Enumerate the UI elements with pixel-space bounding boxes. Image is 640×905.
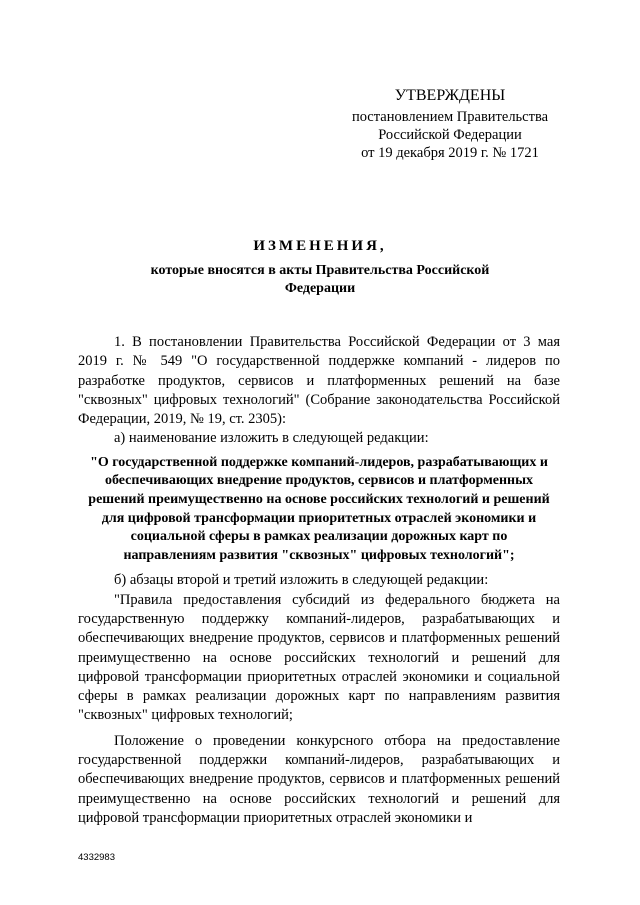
approval-heading: УТВЕРЖДЕНЫ [394,87,506,104]
approval-line-1: постановлением Правительства [351,109,549,125]
quoted-title: "О государственной поддержке компаний-лидеров, разрабатывающих и обеспечивающих внедрение продуктов, сервисов и платформенных решений преимущественно на основе российских технологий и решений для цифровой трансформации приоритетных отраслей экономики и социальной сферы в рамках реализации дорожных карт по направлениям развития "сквозных" цифровых технологий"; [88,454,550,563]
document-title: ИЗМЕНЕНИЯ, [253,238,387,254]
paragraph-1: 1. В постановлении Правительства Российской Федерации от 3 мая 2019 г. № 549 "О государственной поддержке компаний - лидеров по разработке продуктов, сервисов и платформенных решений на базе "сквозных" цифровых технологий" (Собрание законодательства Российской Федерации, 2019, № 19, ст. 2305): [78,334,560,428]
paragraph-3: б) абзацы второй и третий изложить в следующей редакции: [114,572,489,589]
document-body [78,333,560,828]
paragraph-2: а) наименование изложить в следующей редакции: [114,430,429,447]
paragraph-5: Положение о проведении конкурсного отбора на предоставление государственной поддержки компаний-лидеров, разрабатывающих и обеспечивающих внедрение продуктов, сервисов и платформенных решений преимущественно на основе российских технологий и решений для цифровой трансформации приоритетных отраслей экономики и [78,732,560,826]
document-subtitle: которые вносятся в акты Правительства Российской Федерации [150,263,490,296]
approval-line-2: Российской Федерации [378,127,522,143]
approval-block [340,86,560,162]
paragraph-4: "Правила предоставления субсидий из федерального бюджета на государственную поддержку компаний-лидеров, разрабатывающих и обеспечивающих внедрение продуктов, сервисов и платформенных решений преимущественно на основе российских технологий и решений для цифровой трансформации приоритетных отраслей экономики и социальной сферы в рамках реализации дорожных карт по направлениям развития "сквозных" цифровых технологий; [78,591,560,724]
document-number: 4332983 [78,852,115,863]
approval-line-3: от 19 декабря 2019 г. № 1721 [361,145,539,161]
